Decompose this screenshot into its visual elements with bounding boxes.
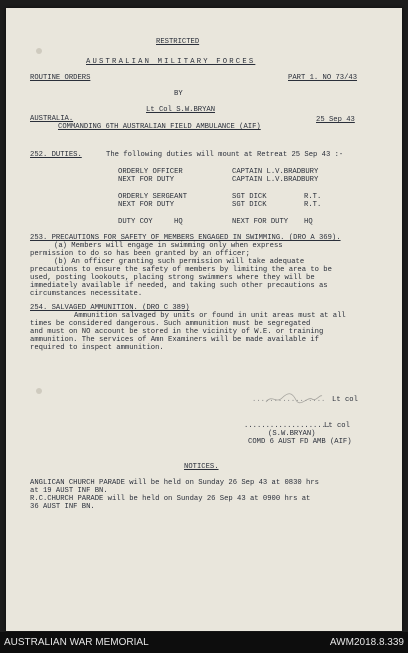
commanding-line: COMMANDING 6TH AUSTRALIAN FIELD AMBULANCE (AIF) [58, 123, 261, 131]
precautions-line: (a) Members will engage in swimming only when express [54, 242, 283, 250]
order-date: 25 Sep 43 [316, 116, 355, 124]
duty-name: SGT DICK [232, 193, 267, 201]
notice-line: 36 AUST INF BN. [30, 503, 95, 511]
signature-dots: ................. [252, 396, 326, 404]
ammunition-line: Ammunition salvaged by units or found in unit areas must at all [74, 312, 346, 320]
precautions-line: used, posting lookouts, placing strong swimmers where they will be [30, 274, 315, 282]
ammunition-line: times be considered dangerous. Such ammunition must be segregated [30, 320, 311, 328]
part-number: PART 1. NO 73/43 [288, 74, 358, 82]
duties-intro: The following duties will mount at Retreat 25 Sep 43 :- [106, 151, 344, 159]
duty-coy-value: HQ [174, 218, 183, 226]
duty-extra: R.T. [304, 193, 322, 201]
force-title: AUSTRALIAN MILITARY FORCES [86, 58, 256, 66]
punch-hole [36, 48, 42, 54]
routine-orders-label: ROUTINE ORDERS [30, 74, 91, 82]
precautions-line: immediately available if needed, and taking such other precautions as [30, 282, 328, 290]
restricted-label: RESTRICTED [156, 38, 200, 46]
duty-role: ORDERLY SERGEANT [118, 193, 188, 201]
notices-heading: NOTICES. [184, 463, 219, 471]
precautions-line: permission to do so has been granted by an officer; [30, 250, 250, 258]
duty-name: CAPTAIN L.V.BRADBURY [232, 176, 319, 184]
signature-rank: Lt col [332, 396, 358, 404]
ammunition-line: ammunition. The services of Amn Examiners will be made available if [30, 336, 319, 344]
precautions-line: circumstances necessitate. [30, 290, 143, 298]
duty-extra: R.T. [304, 201, 322, 209]
duty-name: SGT DICK [232, 201, 267, 209]
precautions-line: (b) An officer granting such permission will take adequate [54, 258, 305, 266]
officer-name: Lt Col S.W.BRYAN [146, 106, 216, 114]
next-for-duty-label: NEXT FOR DUTY [232, 218, 289, 226]
duty-name: CAPTAIN L.V.BRADBURY [232, 168, 319, 176]
notice-line: ANGLICAN CHURCH PARADE will be held on Sunday 26 Sep 43 at 0830 hrs [30, 479, 319, 487]
duty-role: NEXT FOR DUTY [118, 176, 175, 184]
signatory-name: (S.W.BRYAN) [268, 430, 316, 438]
signature-dotted-line: .................... [244, 422, 331, 430]
duties-heading: 252. DUTIES. [30, 151, 82, 159]
precautions-heading: 253. PRECAUTIONS FOR SAFETY OF MEMBERS ENGAGED IN SWIMMING. (DRO A 369). [30, 234, 341, 242]
duty-coy-label: DUTY COY [118, 218, 153, 226]
signatory-title: COMD 6 AUST FD AMB (AIF) [248, 438, 352, 446]
notice-line: R.C.CHURCH PARADE will be held on Sunday 26 Sep 43 at 0900 hrs at [30, 495, 311, 503]
duty-role: NEXT FOR DUTY [118, 201, 175, 209]
precautions-line: precautions to ensure the safety of members by limiting the area to be [30, 266, 332, 274]
ammunition-heading: 254. SALVAGED AMMUNITION. (DRO C 389) [30, 304, 190, 312]
next-for-duty-value: HQ [304, 218, 313, 226]
duty-role: ORDERLY OFFICER [118, 168, 183, 176]
by-label: BY [174, 90, 183, 98]
archive-name: AUSTRALIAN WAR MEMORIAL [4, 637, 149, 648]
signature-rank-typed: Lt col [324, 422, 350, 430]
archive-footer [0, 632, 408, 653]
punch-hole [36, 388, 42, 394]
ammunition-line: and must on NO account be stored in the vicinity of W.E. or training [30, 328, 324, 336]
document-page [6, 8, 402, 631]
location-label: AUSTRALIA. [30, 115, 74, 123]
ammunition-line: required to inspect ammunition. [30, 344, 164, 352]
notice-line: at 19 AUST INF BN. [30, 487, 108, 495]
archive-reference: AWM2018.8.339 [329, 637, 404, 648]
